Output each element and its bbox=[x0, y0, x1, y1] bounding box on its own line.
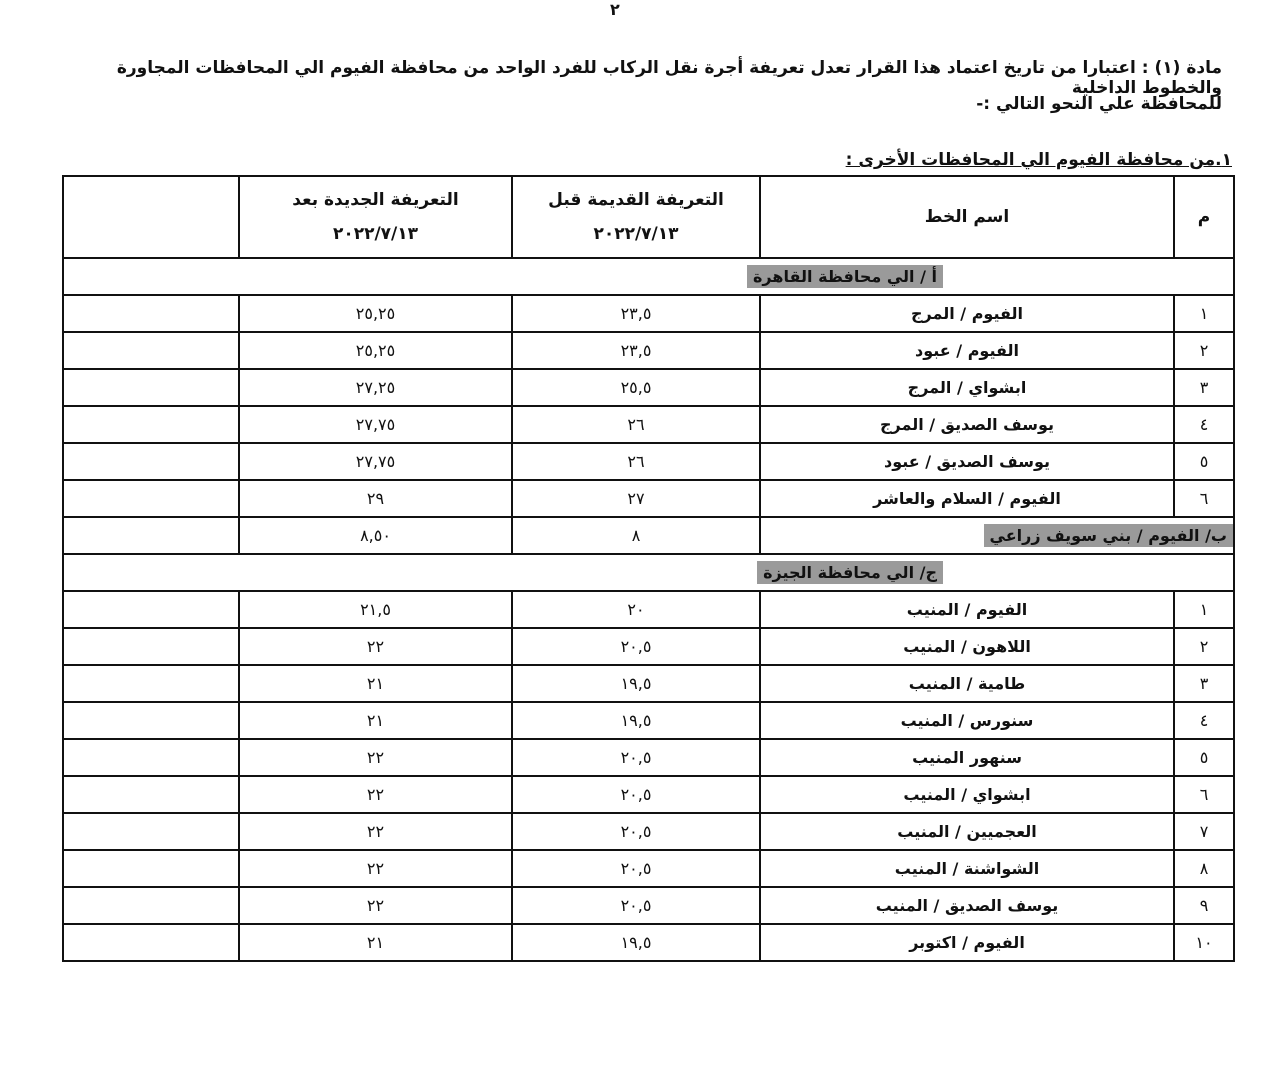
table-header-row bbox=[63, 176, 1234, 258]
header-blank bbox=[63, 176, 239, 258]
group-b-label: ب/ الفيوم / بني سويف زراعي bbox=[984, 524, 1234, 547]
row-blank bbox=[63, 850, 239, 887]
row-old-tariff: ٢٠,٥ bbox=[512, 628, 760, 665]
row-new-tariff: ٢٢ bbox=[239, 776, 512, 813]
row-new-tariff: ٢٧,٢٥ bbox=[239, 369, 512, 406]
group-c-cell bbox=[63, 554, 1234, 591]
row-num: ٤ bbox=[1174, 702, 1234, 739]
row-old-tariff: ١٩,٥ bbox=[512, 924, 760, 961]
row-old-tariff: ٢٦ bbox=[512, 406, 760, 443]
row-blank bbox=[63, 517, 239, 554]
table-row bbox=[63, 591, 1234, 628]
row-old-tariff: ١٩,٥ bbox=[512, 665, 760, 702]
row-new-tariff: ٢١ bbox=[239, 924, 512, 961]
row-num: ٥ bbox=[1174, 443, 1234, 480]
row-old-tariff: ٢٥,٥ bbox=[512, 369, 760, 406]
group-b-row bbox=[63, 517, 1234, 554]
row-blank bbox=[63, 739, 239, 776]
row-old-tariff: ٢٠ bbox=[512, 591, 760, 628]
table-row bbox=[63, 480, 1234, 517]
row-new-tariff: ٢٢ bbox=[239, 850, 512, 887]
row-new-tariff: ٢٢ bbox=[239, 887, 512, 924]
row-line-name: يوسف الصديق / المنيب bbox=[760, 887, 1174, 924]
row-line-name: طامية / المنيب bbox=[760, 665, 1174, 702]
row-line-name: العجميين / المنيب bbox=[760, 813, 1174, 850]
table-row bbox=[63, 924, 1234, 961]
row-blank bbox=[63, 813, 239, 850]
header-line-name: اسم الخط bbox=[760, 176, 1174, 258]
row-line-name: الفيوم / عبود bbox=[760, 332, 1174, 369]
row-new-tariff: ٢١ bbox=[239, 665, 512, 702]
row-num: ٩ bbox=[1174, 887, 1234, 924]
row-num: ٦ bbox=[1174, 480, 1234, 517]
row-new-tariff: ٢٢ bbox=[239, 739, 512, 776]
header-new-tariff bbox=[239, 176, 512, 258]
row-old-tariff: ٢٣,٥ bbox=[512, 295, 760, 332]
article-text-line-2: للمحافظة علي النحو التالي :- bbox=[976, 94, 1222, 114]
header-new-tariff-date: ٢٠٢٢/٧/١٣ bbox=[332, 224, 419, 244]
row-blank bbox=[63, 295, 239, 332]
tariff-table bbox=[62, 175, 1235, 962]
row-line-name: سنهور المنيب bbox=[760, 739, 1174, 776]
header-new-tariff-label: التعريفة الجديدة بعد bbox=[292, 190, 459, 210]
row-new-tariff: ٢٥,٢٥ bbox=[239, 332, 512, 369]
row-line-name: ابشواي / المرج bbox=[760, 369, 1174, 406]
table-row bbox=[63, 406, 1234, 443]
row-num: ٣ bbox=[1174, 665, 1234, 702]
row-new-tariff: ٢٢ bbox=[239, 813, 512, 850]
table-row bbox=[63, 332, 1234, 369]
header-old-tariff-date: ٢٠٢٢/٧/١٣ bbox=[593, 224, 679, 244]
group-c-row bbox=[63, 554, 1234, 591]
table-row bbox=[63, 739, 1234, 776]
header-old-tariff bbox=[512, 176, 760, 258]
row-blank bbox=[63, 665, 239, 702]
row-blank bbox=[63, 887, 239, 924]
row-old-tariff: ٢٠,٥ bbox=[512, 776, 760, 813]
row-old-tariff: ٢٦ bbox=[512, 443, 760, 480]
row-line-name: الفيوم / المنيب bbox=[760, 591, 1174, 628]
table-row bbox=[63, 295, 1234, 332]
table-row bbox=[63, 628, 1234, 665]
row-new-tariff: ٢٩ bbox=[239, 480, 512, 517]
section-title: ١.من محافظة الفيوم الي المحافظات الأخرى : bbox=[845, 150, 1232, 170]
group-b-cell bbox=[760, 517, 1234, 554]
row-num: ٨ bbox=[1174, 850, 1234, 887]
row-new-tariff: ٢١,٥ bbox=[239, 591, 512, 628]
row-blank bbox=[63, 776, 239, 813]
row-line-name: الفيوم / المرج bbox=[760, 295, 1174, 332]
row-blank bbox=[63, 628, 239, 665]
row-new-tariff: ٢٥,٢٥ bbox=[239, 295, 512, 332]
row-num: ٣ bbox=[1174, 369, 1234, 406]
row-old-tariff: ١٩,٥ bbox=[512, 702, 760, 739]
table-row bbox=[63, 665, 1234, 702]
row-line-name: سنورس / المنيب bbox=[760, 702, 1174, 739]
group-b-new-tariff: ٨,٥٠ bbox=[239, 517, 512, 554]
row-new-tariff: ٢٢ bbox=[239, 628, 512, 665]
group-a-cell bbox=[63, 258, 1234, 295]
row-num: ١ bbox=[1174, 591, 1234, 628]
row-num: ٦ bbox=[1174, 776, 1234, 813]
article-text-line-1: مادة (١) : اعتبارا من تاريخ اعتماد هذا القرار تعدل تعريفة أجرة نقل الركاب للفرد الواحد من محافظة الفيوم الي المحافظات المجاورة والخطوط الداخلية bbox=[116, 58, 1222, 98]
table-row bbox=[63, 776, 1234, 813]
row-num: ٢ bbox=[1174, 332, 1234, 369]
table-row bbox=[63, 443, 1234, 480]
table-row bbox=[63, 887, 1234, 924]
row-blank bbox=[63, 443, 239, 480]
group-a-label: أ / الي محافظة القاهرة bbox=[747, 265, 943, 288]
row-num: ٢ bbox=[1174, 628, 1234, 665]
row-blank bbox=[63, 480, 239, 517]
header-old-tariff-label: التعريفة القديمة قبل bbox=[548, 190, 724, 210]
group-b-old-tariff: ٨ bbox=[512, 517, 760, 554]
header-num: م bbox=[1174, 176, 1234, 258]
table-row bbox=[63, 850, 1234, 887]
row-blank bbox=[63, 924, 239, 961]
row-line-name: ابشواي / المنيب bbox=[760, 776, 1174, 813]
row-blank bbox=[63, 406, 239, 443]
row-num: ٥ bbox=[1174, 739, 1234, 776]
page-number: ٢ bbox=[610, 0, 620, 19]
group-a-row bbox=[63, 258, 1234, 295]
row-new-tariff: ٢١ bbox=[239, 702, 512, 739]
row-old-tariff: ٢٣,٥ bbox=[512, 332, 760, 369]
row-num: ٧ bbox=[1174, 813, 1234, 850]
row-old-tariff: ٢٠,٥ bbox=[512, 850, 760, 887]
group-c-label: ج/ الي محافظة الجيزة bbox=[757, 561, 943, 584]
row-old-tariff: ٢٧ bbox=[512, 480, 760, 517]
row-blank bbox=[63, 591, 239, 628]
row-num: ١ bbox=[1174, 295, 1234, 332]
row-blank bbox=[63, 702, 239, 739]
row-line-name: يوسف الصديق / المرج bbox=[760, 406, 1174, 443]
row-new-tariff: ٢٧,٧٥ bbox=[239, 406, 512, 443]
row-old-tariff: ٢٠,٥ bbox=[512, 813, 760, 850]
table-row bbox=[63, 702, 1234, 739]
row-num: ٤ bbox=[1174, 406, 1234, 443]
row-blank bbox=[63, 369, 239, 406]
row-line-name: الشواشنة / المنيب bbox=[760, 850, 1174, 887]
row-line-name: الفيوم / اكتوبر bbox=[760, 924, 1174, 961]
row-old-tariff: ٢٠,٥ bbox=[512, 739, 760, 776]
row-old-tariff: ٢٠,٥ bbox=[512, 887, 760, 924]
table-row bbox=[63, 369, 1234, 406]
row-line-name: الفيوم / السلام والعاشر bbox=[760, 480, 1174, 517]
row-new-tariff: ٢٧,٧٥ bbox=[239, 443, 512, 480]
table-row bbox=[63, 813, 1234, 850]
row-num: ١٠ bbox=[1174, 924, 1234, 961]
row-line-name: يوسف الصديق / عبود bbox=[760, 443, 1174, 480]
row-line-name: اللاهون / المنيب bbox=[760, 628, 1174, 665]
row-blank bbox=[63, 332, 239, 369]
